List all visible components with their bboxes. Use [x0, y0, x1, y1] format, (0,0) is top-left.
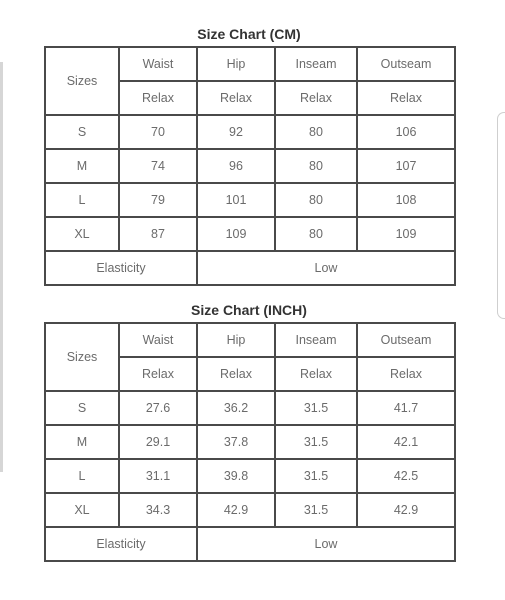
table-header-row [45, 47, 455, 81]
value-cell: 39.8 [197, 459, 275, 493]
elasticity-value: Low [197, 251, 455, 285]
elasticity-row [45, 251, 455, 285]
cm-chart-title: Size Chart (CM) [197, 26, 301, 42]
value-cell: 80 [275, 217, 357, 251]
value-cell: 79 [119, 183, 197, 217]
value-cell: 36.2 [197, 391, 275, 425]
table-row [45, 217, 455, 251]
table-row [45, 459, 455, 493]
table-row [45, 493, 455, 527]
fit-cell: Relax [119, 81, 197, 115]
elasticity-value: Low [197, 527, 455, 561]
elasticity-label: Elasticity [45, 251, 197, 285]
value-cell: 92 [197, 115, 275, 149]
value-cell: 31.5 [275, 391, 357, 425]
waist-header: Waist [119, 47, 197, 81]
value-cell: 109 [197, 217, 275, 251]
size-cell: L [45, 459, 119, 493]
size-cell: M [45, 149, 119, 183]
size-cell: M [45, 425, 119, 459]
elasticity-row [45, 527, 455, 561]
value-cell: 29.1 [119, 425, 197, 459]
value-cell: 109 [357, 217, 455, 251]
table-row [45, 149, 455, 183]
table-row [45, 115, 455, 149]
fit-cell: Relax [275, 357, 357, 391]
right-edge-tab [497, 112, 505, 319]
value-cell: 31.5 [275, 493, 357, 527]
value-cell: 106 [357, 115, 455, 149]
table-row [45, 425, 455, 459]
fit-cell: Relax [119, 357, 197, 391]
outseam-header: Outseam [357, 47, 455, 81]
value-cell: 80 [275, 115, 357, 149]
inch-size-table [44, 322, 456, 562]
inseam-header: Inseam [275, 47, 357, 81]
fit-cell: Relax [357, 81, 455, 115]
table-header-row [45, 323, 455, 357]
size-cell: XL [45, 217, 119, 251]
size-cell: S [45, 391, 119, 425]
waist-header: Waist [119, 323, 197, 357]
value-cell: 70 [119, 115, 197, 149]
value-cell: 31.1 [119, 459, 197, 493]
value-cell: 42.1 [357, 425, 455, 459]
cm-size-table [44, 46, 456, 286]
elasticity-label: Elasticity [45, 527, 197, 561]
fit-cell: Relax [275, 81, 357, 115]
value-cell: 80 [275, 183, 357, 217]
value-cell: 107 [357, 149, 455, 183]
hip-header: Hip [197, 47, 275, 81]
value-cell: 87 [119, 217, 197, 251]
value-cell: 41.7 [357, 391, 455, 425]
value-cell: 101 [197, 183, 275, 217]
value-cell: 42.9 [357, 493, 455, 527]
fit-cell: Relax [357, 357, 455, 391]
outseam-header: Outseam [357, 323, 455, 357]
sizes-header: Sizes [45, 323, 119, 391]
size-cell: L [45, 183, 119, 217]
left-edge-divider [0, 62, 3, 472]
value-cell: 42.9 [197, 493, 275, 527]
value-cell: 96 [197, 149, 275, 183]
fit-cell: Relax [197, 81, 275, 115]
fit-cell: Relax [197, 357, 275, 391]
value-cell: 74 [119, 149, 197, 183]
value-cell: 27.6 [119, 391, 197, 425]
hip-header: Hip [197, 323, 275, 357]
value-cell: 31.5 [275, 425, 357, 459]
size-cell: S [45, 115, 119, 149]
value-cell: 42.5 [357, 459, 455, 493]
table-row [45, 391, 455, 425]
value-cell: 108 [357, 183, 455, 217]
value-cell: 34.3 [119, 493, 197, 527]
sizes-header: Sizes [45, 47, 119, 115]
inch-chart-title: Size Chart (INCH) [191, 302, 307, 318]
value-cell: 37.8 [197, 425, 275, 459]
value-cell: 31.5 [275, 459, 357, 493]
table-row [45, 183, 455, 217]
inseam-header: Inseam [275, 323, 357, 357]
value-cell: 80 [275, 149, 357, 183]
size-cell: XL [45, 493, 119, 527]
